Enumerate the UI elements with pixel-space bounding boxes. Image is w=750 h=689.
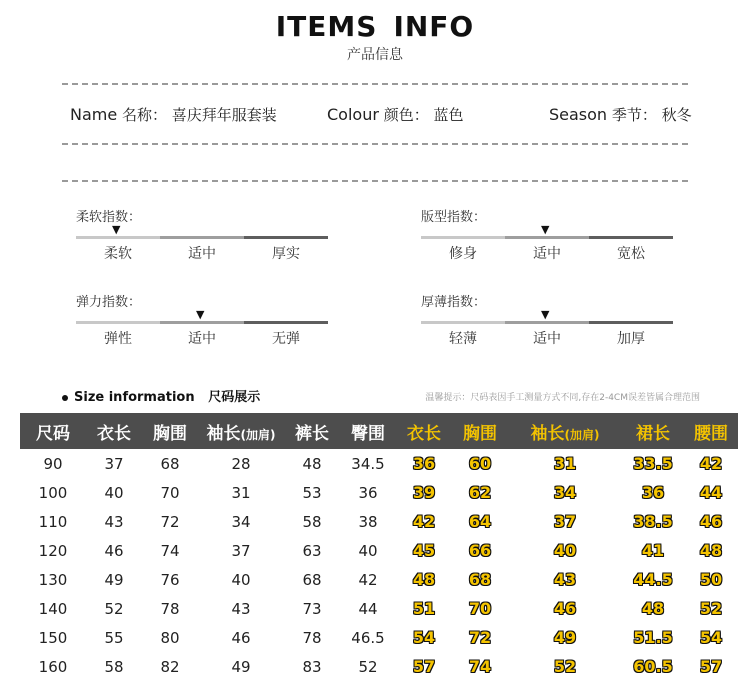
header-text: 腰围: [694, 423, 728, 444]
divider-middle: [62, 143, 688, 145]
table-cell: 49: [231, 657, 251, 676]
name-value: 喜庆拜年服套装: [171, 106, 277, 124]
elasticity-bar-segment-2: [160, 321, 244, 324]
size-table-header-cell: [198, 413, 284, 449]
table-cell: 78: [160, 599, 180, 618]
elasticity-bar-segment-1: [76, 321, 160, 324]
table-cell: 33.5: [633, 454, 673, 473]
table-cell: 42: [412, 512, 436, 531]
elasticity-option-1: 弹性: [104, 331, 132, 347]
table-cell: 48: [641, 599, 665, 618]
softness-bar-segment-1: [76, 236, 160, 239]
bullet-icon: [62, 395, 68, 401]
header-subtext: (加肩): [240, 427, 276, 442]
table-cell: 48: [302, 454, 322, 473]
table-cell: 51.5: [633, 628, 673, 647]
table-cell: 50: [699, 570, 723, 589]
table-cell: 100: [38, 483, 68, 502]
table-cell: 40: [104, 483, 124, 502]
table-cell: 44: [699, 483, 723, 502]
thickness-bar-segment-2: [505, 321, 589, 324]
table-cell: 68: [468, 570, 492, 589]
divider-lower: [62, 180, 688, 182]
page-subtitle: 产品信息: [347, 47, 403, 63]
divider-top: [62, 83, 688, 85]
colour-label-cn: 颜色：: [383, 106, 429, 124]
softness-selected-marker: ▼: [112, 223, 121, 236]
table-cell: 43: [231, 599, 251, 618]
product-season: [549, 104, 692, 125]
table-cell: 72: [468, 628, 492, 647]
table-cell: 63: [302, 541, 322, 560]
table-cell: 46: [553, 599, 577, 618]
fit-option-3: 宽松: [617, 246, 645, 262]
table-row: [20, 565, 738, 594]
table-cell: 74: [160, 541, 180, 560]
name-label-en: Name: [70, 105, 118, 124]
softness-option-2: 适中: [188, 246, 216, 262]
size-table-header-cell: [142, 413, 198, 449]
size-table-body: [20, 449, 738, 681]
table-row: [20, 507, 738, 536]
table-cell: 150: [38, 628, 68, 647]
table-cell: 34.5: [351, 454, 385, 473]
table-cell: 42: [699, 454, 723, 473]
title-word-info: INFO: [393, 10, 475, 43]
table-cell: 76: [160, 570, 180, 589]
table-cell: 52: [104, 599, 124, 618]
table-cell: 34: [231, 512, 251, 531]
table-cell: 52: [358, 657, 378, 676]
table-cell: 42: [358, 570, 378, 589]
table-cell: 70: [468, 599, 492, 618]
table-cell: 90: [43, 454, 63, 473]
table-cell: 57: [412, 657, 436, 676]
name-label-cn: 名称：: [121, 106, 167, 124]
table-cell: 36: [412, 454, 436, 473]
table-cell: 48: [699, 541, 723, 560]
season-label-en: Season: [549, 105, 608, 124]
size-table-header-cell: [622, 413, 684, 449]
softness-bar-segment-3: [244, 236, 328, 239]
thickness-option-3: 加厚: [617, 331, 645, 347]
table-row: [20, 478, 738, 507]
fit-selected-marker: ▼: [541, 223, 550, 236]
fit-option-2: 适中: [533, 246, 561, 262]
table-cell: 37: [104, 454, 124, 473]
size-table-header-row: [20, 413, 738, 449]
table-cell: 51: [412, 599, 436, 618]
thickness-bar-segment-3: [589, 321, 673, 324]
table-cell: 66: [468, 541, 492, 560]
table-row: [20, 536, 738, 565]
table-cell: 44: [358, 599, 378, 618]
size-table: [20, 413, 738, 681]
softness-option-1: 柔软: [104, 246, 132, 262]
thickness-option-1: 轻薄: [449, 331, 477, 347]
elasticity-scale-bar: [76, 321, 328, 324]
size-table-header-cell: [20, 413, 86, 449]
table-cell: 44.5: [633, 570, 673, 589]
header-text: 胸围: [153, 423, 187, 444]
table-cell: 49: [553, 628, 577, 647]
table-cell: 43: [553, 570, 577, 589]
fit-scale-bar: [421, 236, 673, 239]
colour-value: 蓝色: [433, 106, 464, 124]
size-table-header-cell: [684, 413, 738, 449]
table-cell: 49: [104, 570, 124, 589]
table-cell: 46: [699, 512, 723, 531]
table-cell: 38.5: [633, 512, 673, 531]
table-cell: 110: [38, 512, 68, 531]
size-measurement-note: 温馨提示：尺码表因手工测量方式不同,存在2-4CM误差皆属合理范围: [425, 393, 700, 403]
elasticity-bar-segment-3: [244, 321, 328, 324]
table-cell: 120: [38, 541, 68, 560]
table-cell: 39: [412, 483, 436, 502]
table-cell: 74: [468, 657, 492, 676]
table-cell: 46: [231, 628, 251, 647]
table-cell: 73: [302, 599, 322, 618]
season-value: 秋冬: [661, 106, 692, 124]
elasticity-scale-label: 弹力指数：: [76, 295, 142, 310]
table-cell: 41: [641, 541, 665, 560]
size-title-cn: 尺码展示: [208, 390, 261, 405]
table-row: [20, 652, 738, 681]
header-text: 袖长: [206, 423, 241, 444]
header-text: 裙长: [636, 423, 670, 444]
table-cell: 160: [38, 657, 68, 676]
fit-bar-segment-2: [505, 236, 589, 239]
table-row: [20, 623, 738, 652]
table-cell: 37: [231, 541, 251, 560]
table-cell: 52: [699, 599, 723, 618]
table-cell: 31: [231, 483, 251, 502]
table-cell: 82: [160, 657, 180, 676]
product-name: [70, 104, 277, 125]
thickness-scale-label: 厚薄指数：: [421, 295, 487, 310]
softness-scale-bar: [76, 236, 328, 239]
elasticity-option-3: 无弹: [272, 331, 300, 347]
table-cell: 34: [553, 483, 577, 502]
table-cell: 38: [358, 512, 378, 531]
size-table-header-cell: [396, 413, 452, 449]
table-cell: 31: [553, 454, 577, 473]
table-cell: 54: [699, 628, 723, 647]
table-cell: 140: [38, 599, 68, 618]
table-cell: 64: [468, 512, 492, 531]
table-row: [20, 449, 738, 478]
fit-bar-segment-3: [589, 236, 673, 239]
size-table-header-cell: [86, 413, 142, 449]
table-cell: 54: [412, 628, 436, 647]
table-cell: 68: [160, 454, 180, 473]
table-cell: 28: [231, 454, 251, 473]
fit-bar-segment-1: [421, 236, 505, 239]
fit-scale-label: 版型指数：: [421, 210, 487, 225]
table-cell: 36: [641, 483, 665, 502]
table-cell: 68: [302, 570, 322, 589]
header-text: 衣长: [97, 423, 131, 444]
size-table-header-cell: [508, 413, 622, 449]
table-cell: 40: [231, 570, 251, 589]
table-cell: 45: [412, 541, 436, 560]
table-cell: 46: [104, 541, 124, 560]
table-cell: 57: [699, 657, 723, 676]
header-text: 胸围: [463, 423, 497, 444]
table-cell: 36: [358, 483, 378, 502]
header-text: 衣长: [407, 423, 441, 444]
thickness-scale-bar: [421, 321, 673, 324]
thickness-option-2: 适中: [533, 331, 561, 347]
table-cell: 70: [160, 483, 180, 502]
softness-scale-label: 柔软指数：: [76, 210, 142, 225]
softness-bar-segment-2: [160, 236, 244, 239]
size-section-title: [62, 386, 260, 405]
table-cell: 53: [302, 483, 322, 502]
thickness-bar-segment-1: [421, 321, 505, 324]
colour-label-en: Colour: [327, 105, 379, 124]
thickness-selected-marker: ▼: [541, 308, 550, 321]
header-text: 尺码: [36, 423, 70, 444]
table-cell: 62: [468, 483, 492, 502]
season-label-cn: 季节：: [611, 106, 657, 124]
table-cell: 37: [553, 512, 577, 531]
elasticity-option-2: 适中: [188, 331, 216, 347]
size-table-header-cell: [340, 413, 396, 449]
table-cell: 130: [38, 570, 68, 589]
size-title-en: Size information: [74, 390, 195, 405]
table-cell: 43: [104, 512, 124, 531]
header-subtext: (加肩): [564, 427, 600, 442]
header-text: 臀围: [351, 423, 385, 444]
table-cell: 58: [302, 512, 322, 531]
table-cell: 55: [104, 628, 124, 647]
product-colour: [327, 104, 464, 125]
table-cell: 60.5: [633, 657, 673, 676]
table-row: [20, 594, 738, 623]
size-table-header-cell: [284, 413, 340, 449]
elasticity-selected-marker: ▼: [196, 308, 205, 321]
table-cell: 48: [412, 570, 436, 589]
header-text: 袖长: [530, 423, 565, 444]
table-cell: 80: [160, 628, 180, 647]
softness-option-3: 厚实: [272, 246, 300, 262]
table-cell: 58: [104, 657, 124, 676]
table-cell: 72: [160, 512, 180, 531]
table-cell: 52: [553, 657, 577, 676]
table-cell: 40: [358, 541, 378, 560]
page-title: [0, 10, 750, 43]
table-cell: 60: [468, 454, 492, 473]
table-cell: 78: [302, 628, 322, 647]
header-text: 裤长: [295, 423, 329, 444]
table-cell: 40: [553, 541, 577, 560]
fit-option-1: 修身: [449, 246, 477, 262]
size-table-header-cell: [452, 413, 508, 449]
table-cell: 46.5: [351, 628, 385, 647]
title-word-items: ITEMS: [275, 10, 378, 43]
table-cell: 83: [302, 657, 322, 676]
